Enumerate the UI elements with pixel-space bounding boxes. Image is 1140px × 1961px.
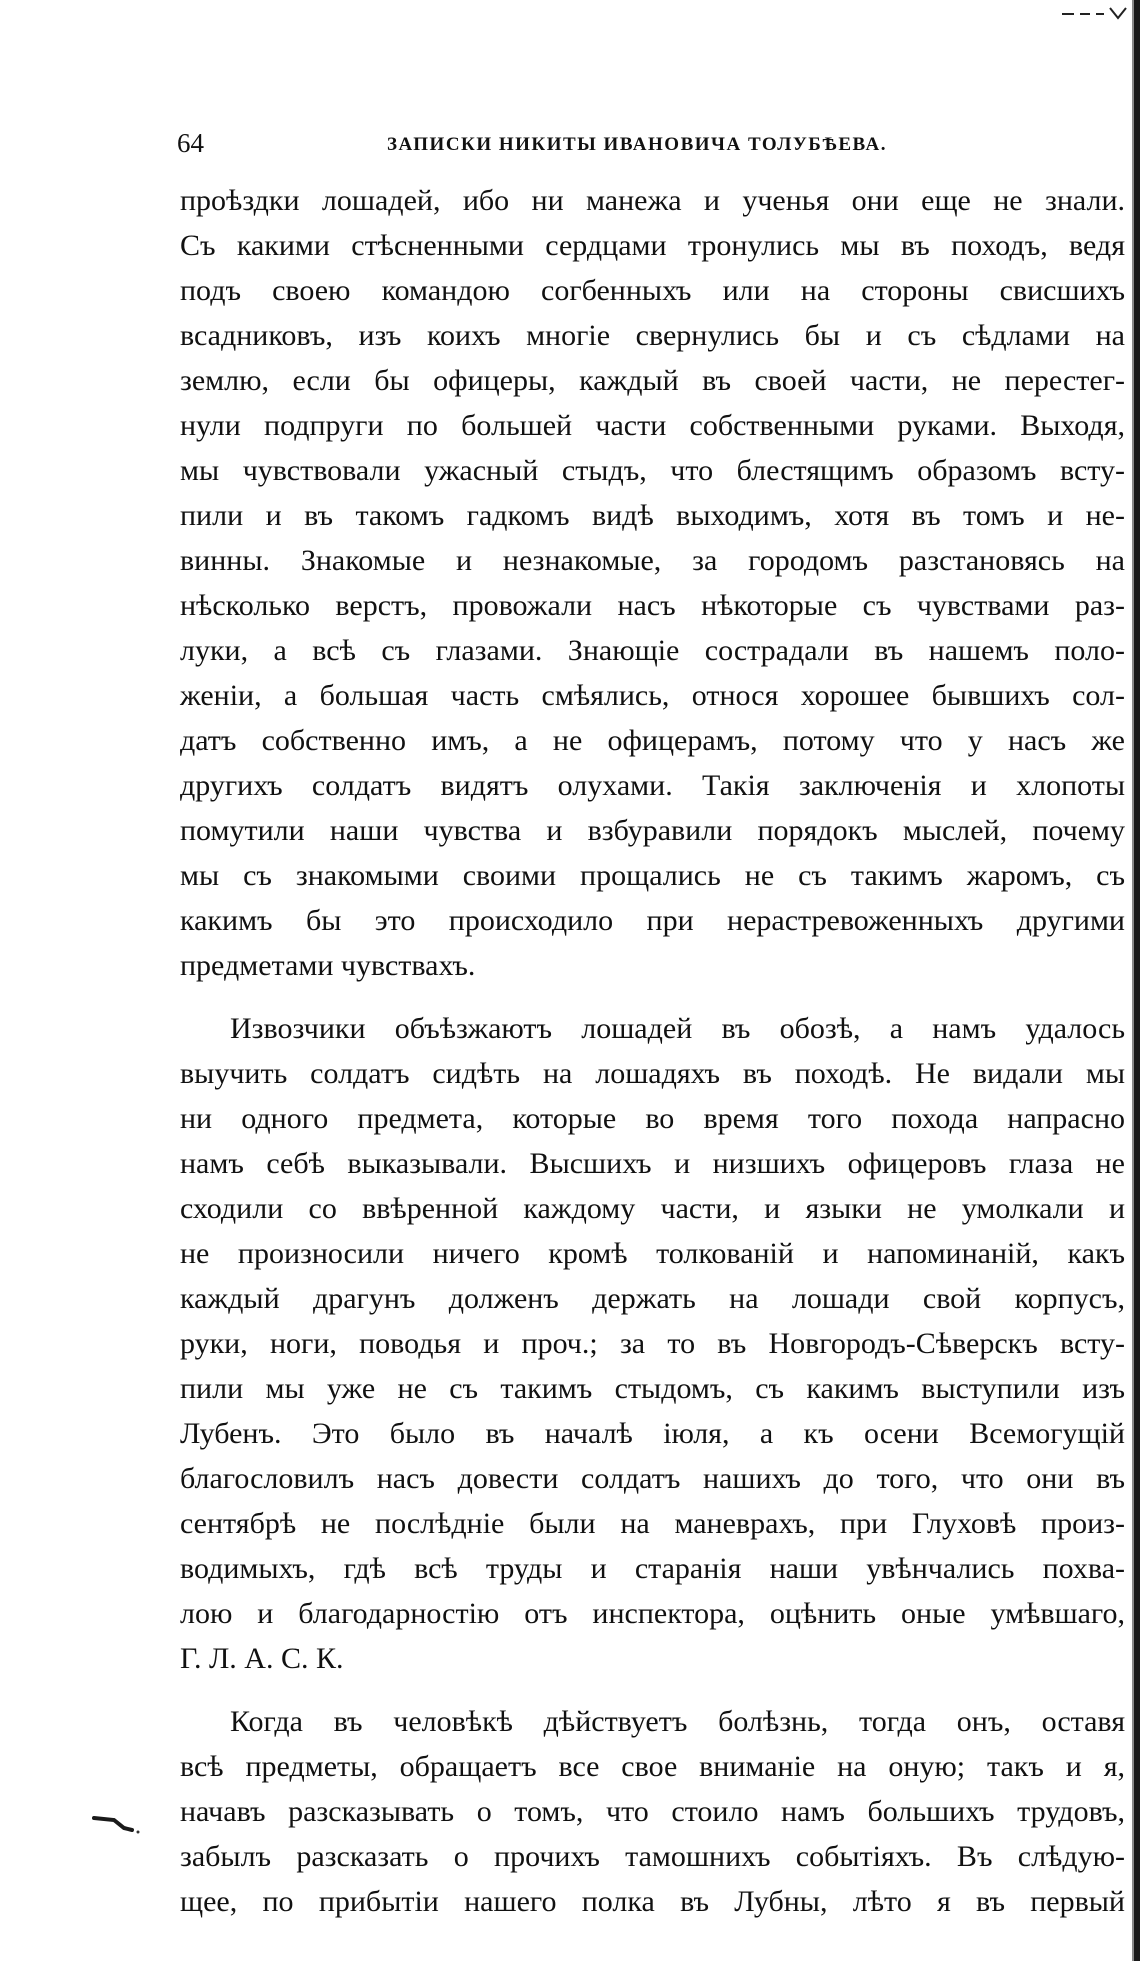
text-line: пили и въ такомъ гадкомъ видѣ выходимъ, хотя въ томъ и не- [180,499,1125,532]
text-line: Извозчики объѣзжаютъ лошадей въ обозѣ, а намъ удалось [230,1012,1125,1045]
body-text [180,178,1125,1924]
text-line: Г. Л. А. С. К. [180,1642,344,1675]
page-number: 64 [177,128,204,158]
text-line: сентябрѣ не послѣдніе были на маневрахъ, при Глуховѣ произ- [180,1507,1125,1540]
text-line: мы съ знакомыми своими прощались не съ такимъ жаромъ, съ [180,859,1125,892]
text-line: помутили наши чувства и взбуравили порядокъ мыслей, почему [180,814,1125,847]
text-line: винны. Знакомые и незнакомые, за городомъ разстановясь на [180,544,1125,577]
text-line: нули подпруги по большей части собственными руками. Выходя, [180,409,1125,442]
text-line: лою и благодарностію отъ инспектора, оцѣнить оные умѣвшаго, [180,1597,1125,1630]
text-line: всадниковъ, изъ коихъ многіе свернулись бы и съ сѣдлами на [180,319,1125,352]
paragraph-gap [180,988,1125,1006]
text-line: другихъ солдатъ видятъ олухами. Такія заключенія и хлопоты [180,769,1125,802]
text-line: каждый драгунъ долженъ держать на лошади свой корпусъ, [180,1282,1125,1315]
running-title: ЗАПИСКИ НИКИТЫ ИВАНОВИЧА ТОЛУБѢЕВА. [387,134,888,155]
text-line: всѣ предметы, обращаетъ все свое вниманіе на оную; такъ и я, [180,1750,1125,1783]
text-line: женіи, а большая часть смѣялись, относя хорошее бывшихъ сол- [180,679,1125,712]
text-line: Лубенъ. Это было въ началѣ іюля, а къ осени Всемогущій [180,1417,1125,1450]
text-line: пили мы уже не съ такимъ стыдомъ, съ какимъ выступили изъ [180,1372,1125,1405]
text-line: Съ какими стѣсненными сердцами тронулись мы въ походъ, ведя [180,229,1125,262]
text-line: забылъ разсказать о прочихъ тамошнихъ событіяхъ. Въ слѣдую- [180,1840,1125,1873]
text-line: мы чувствовали ужасный стыдъ, что блестящимъ образомъ всту- [180,454,1125,487]
text-line: водимыхъ, гдѣ всѣ труды и старанія наши увѣнчались похва- [180,1552,1125,1585]
text-line: какимъ бы это происходило при нерастревоженныхъ другими [180,904,1125,937]
scan-ink-mark [92,1812,142,1836]
text-line: сходили со ввѣренной каждому части, и языки не умолкали и [180,1192,1125,1225]
text-line: подъ своею командою согбенныхъ или на стороны свисшихъ [180,274,1125,307]
text-line: предметами чувствахъ. [180,949,476,982]
text-line: ни одного предмета, которые во время того похода напрасно [180,1102,1125,1135]
text-line: Когда въ человѣкѣ дѣйствуетъ болѣзнь, тогда онъ, оставя [230,1705,1125,1738]
text-line: датъ собственно имъ, а не офицерамъ, потому что у насъ же [180,724,1125,757]
text-line: проѣздки лошадей, ибо ни манежа и ученья они еще не знали. [180,184,1125,217]
text-line: не произносили ничего кромѣ толкованій и напоминаній, какъ [180,1237,1125,1270]
text-line: выучить солдатъ сидѣть на лошадяхъ въ походѣ. Не видали мы [180,1057,1125,1090]
text-line: начавъ разсказывать о томъ, что стоило намъ большихъ трудовъ, [180,1795,1125,1828]
text-line: щее, по прибытіи нашего полка въ Лубны, лѣто я въ первый [180,1885,1125,1918]
scan-corner-mark [1060,4,1130,26]
text-line: благословилъ насъ довести солдатъ нашихъ до того, что они въ [180,1462,1125,1495]
page-header [177,128,1107,168]
text-line: намъ себѣ выказывали. Высшихъ и низшихъ офицеровъ глаза не [180,1147,1125,1180]
binding-edge [1134,0,1140,1961]
text-line: луки, а всѣ съ глазами. Знающіе сострадали въ нашемъ поло- [180,634,1125,667]
paragraph-gap [180,1681,1125,1699]
text-line: землю, если бы офицеры, каждый въ своей части, не перестег- [180,364,1125,397]
text-line: руки, ноги, поводья и проч.; за то въ Новгородъ-Сѣверскъ всту- [180,1327,1125,1360]
text-line: нѣсколько верстъ, провожали насъ нѣкоторые съ чувствами раз- [180,589,1125,622]
